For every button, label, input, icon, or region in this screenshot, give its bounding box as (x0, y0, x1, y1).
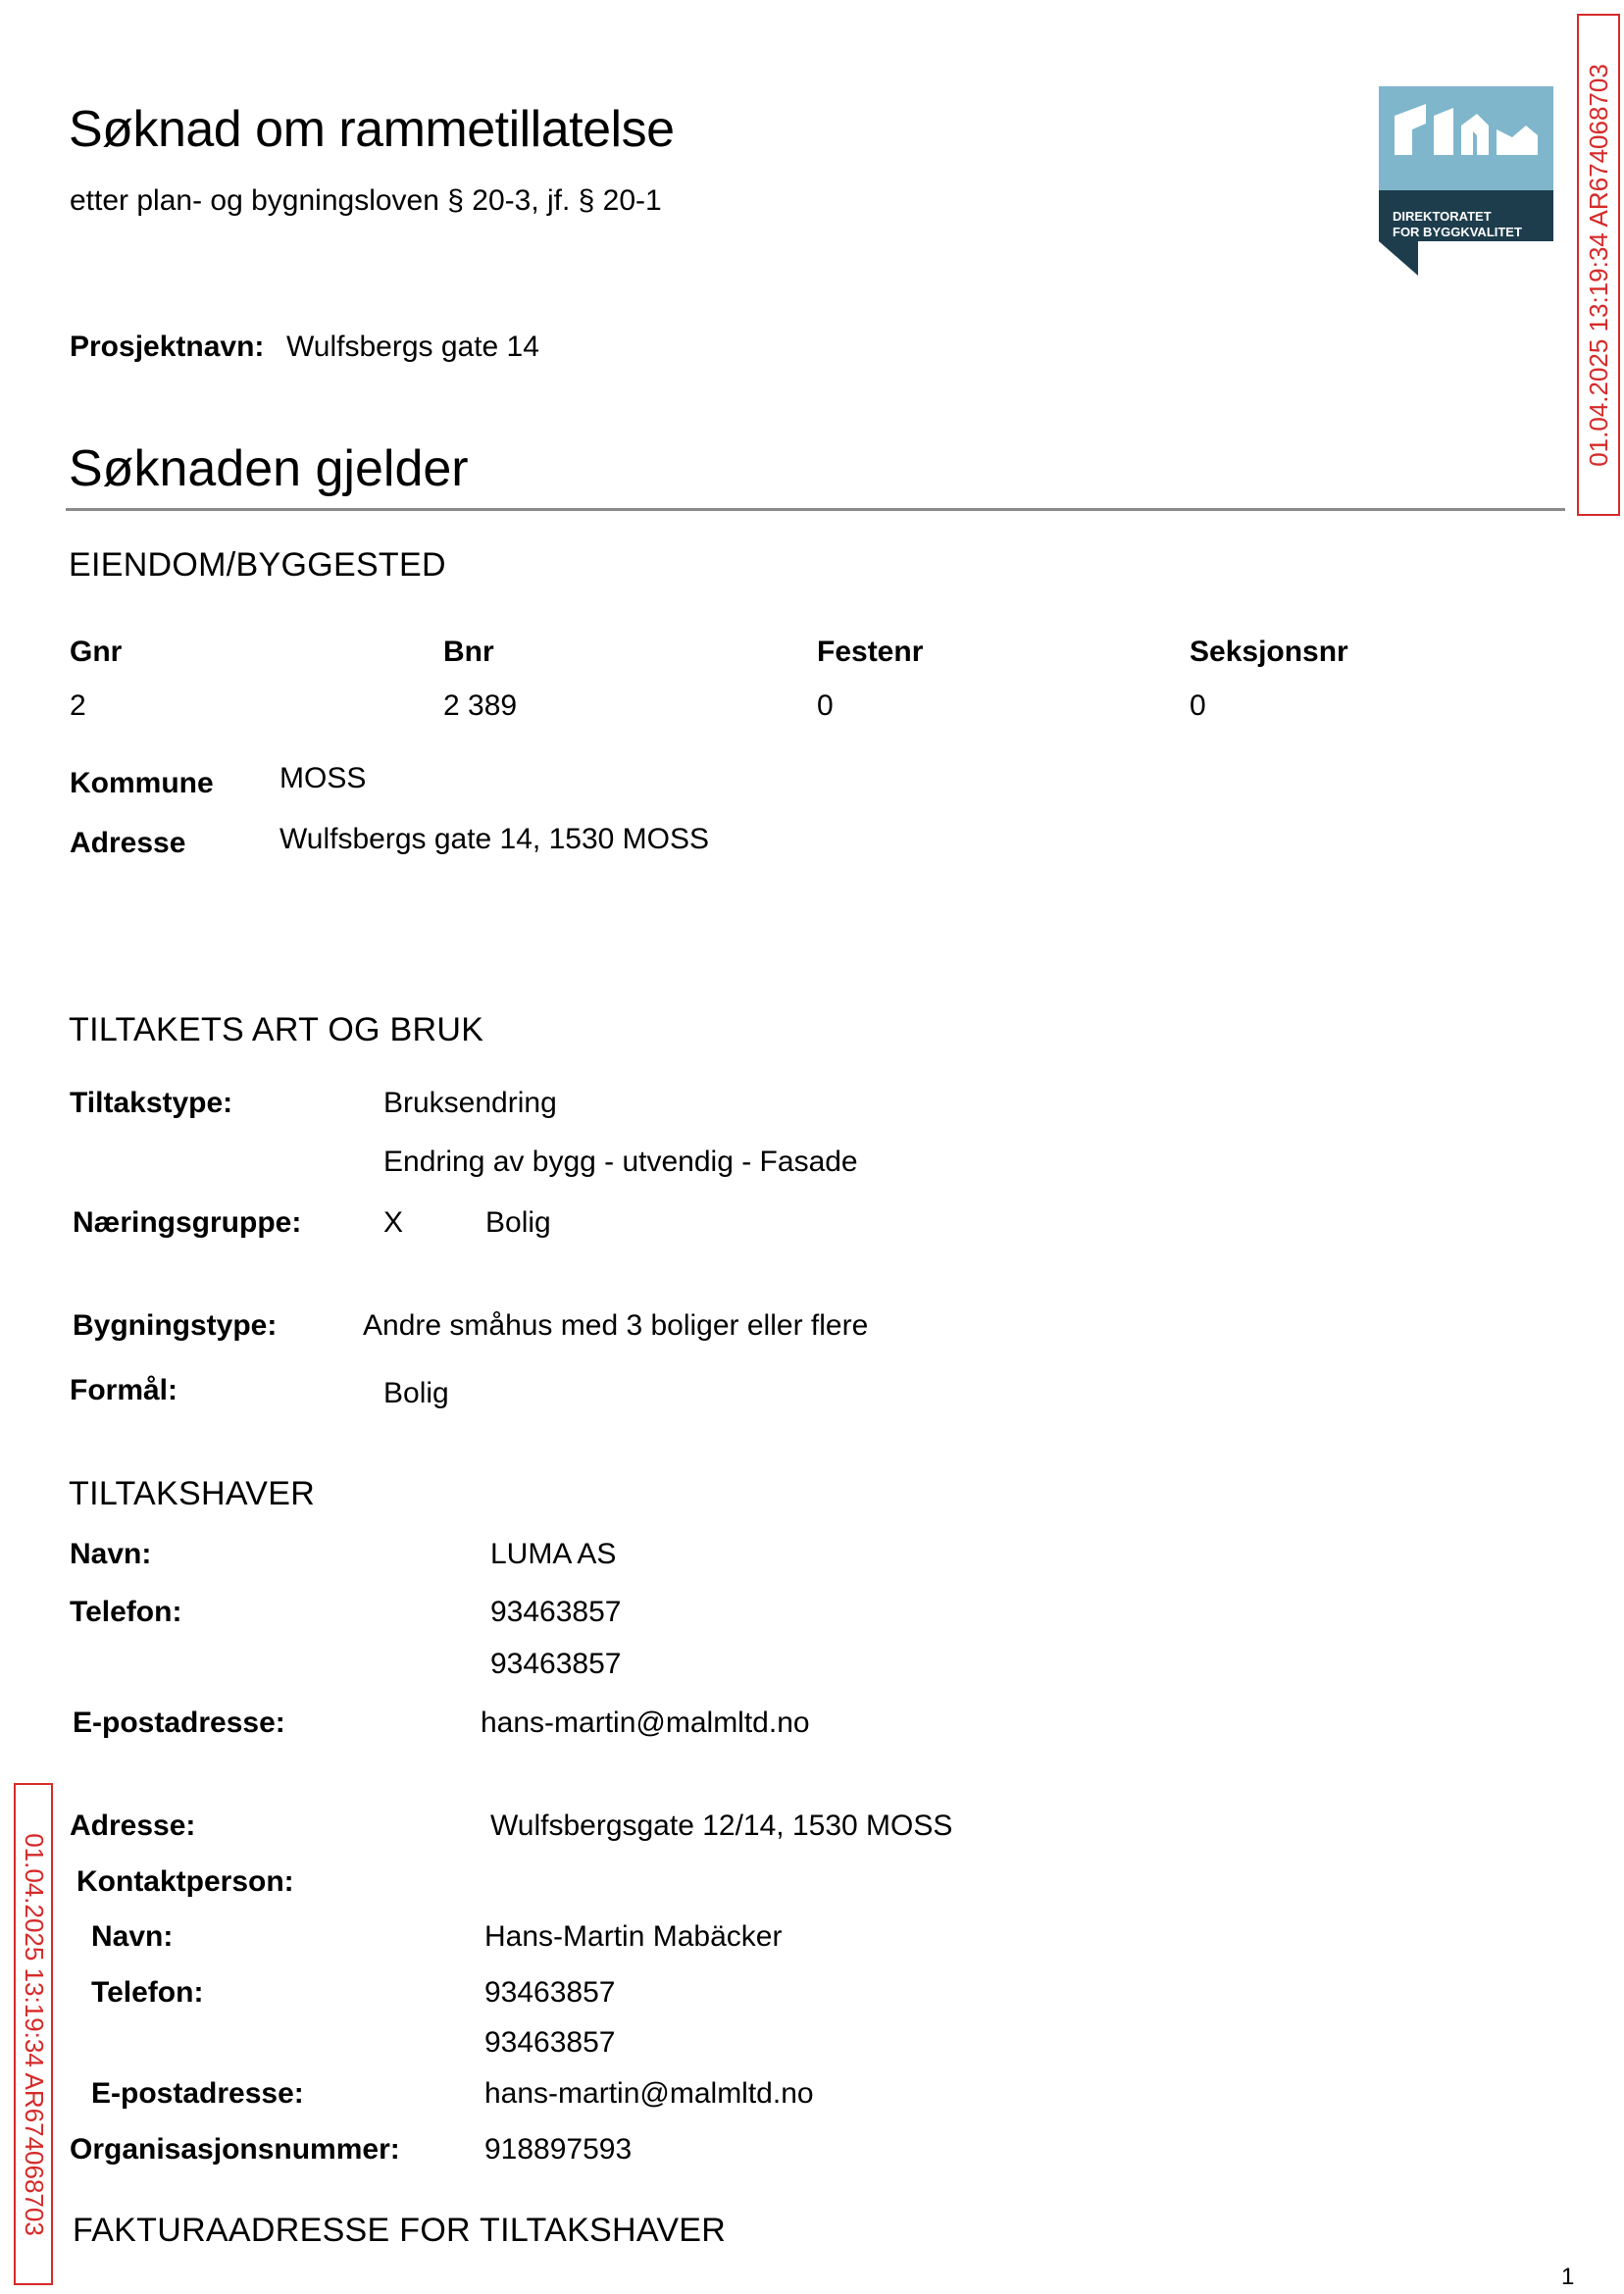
orgnr-value: 918897593 (484, 2133, 633, 2166)
stamp-text: 01.04.2025 13:19:34 AR674068703 (1583, 63, 1613, 467)
document-subtitle: etter plan- og bygningsloven § 20-3, jf. § 20-1 (70, 184, 662, 217)
kontaktperson-label: Kontaktperson: (76, 1865, 294, 1898)
festenr-value: 0 (817, 689, 834, 722)
tiltakshaver-heading: TILTAKSHAVER (69, 1475, 316, 1512)
adresse-label: Adresse (70, 827, 186, 859)
orgnr-label: Organisasjonsnummer: (70, 2133, 400, 2166)
kommune-value: MOSS (279, 762, 367, 794)
kommune-label: Kommune (70, 767, 214, 799)
document-title: Søknad om rammetillatelse (69, 101, 675, 158)
tiltakshaver-telefon-value-2: 93463857 (490, 1648, 622, 1680)
logo-text-line2: FOR BYGGKVALITET (1393, 225, 1522, 239)
faktura-heading: FAKTURAADRESSE FOR TILTAKSHAVER (73, 2212, 727, 2249)
kontakt-telefon-value-2: 93463857 (484, 2026, 616, 2059)
dibk-logo (1379, 86, 1553, 276)
section-title: Søknaden gjelder (69, 440, 469, 497)
bygningstype-label: Bygningstype: (73, 1309, 278, 1342)
seksjonsnr-label: Seksjonsnr (1190, 636, 1348, 668)
tiltakshaver-adresse-label: Adresse: (70, 1810, 196, 1842)
tiltakshaver-navn-label: Navn: (70, 1538, 152, 1570)
naeringsgruppe-value: Bolig (485, 1206, 551, 1239)
tiltakshaver-epost-label: E-postadresse: (73, 1707, 285, 1739)
tiltakshaver-telefon-value-1: 93463857 (490, 1596, 622, 1628)
naeringsgruppe-code: X (383, 1206, 404, 1239)
formaal-value: Bolig (383, 1377, 449, 1409)
tiltakshaver-adresse-value: Wulfsbergsgate 12/14, 1530 MOSS (490, 1810, 953, 1842)
seksjonsnr-value: 0 (1190, 689, 1206, 722)
stamp-text-left: 01.04.2025 13:19:34 AR674068703 (19, 1832, 49, 2236)
kontakt-epost-value: hans-martin@malmltd.no (484, 2077, 814, 2110)
kontakt-telefon-value-1: 93463857 (484, 1976, 616, 2009)
tiltakshaver-navn-value: LUMA AS (490, 1538, 617, 1570)
tiltakstype-label: Tiltakstype: (70, 1087, 233, 1119)
page-number: 1 (1561, 2264, 1575, 2290)
kontakt-epost-label: E-postadresse: (91, 2077, 304, 2110)
eiendom-heading: EIENDOM/BYGGESTED (69, 546, 446, 584)
formaal-label: Formål: (70, 1374, 178, 1406)
tiltakshaver-epost-value: hans-martin@malmltd.no (481, 1707, 810, 1739)
gnr-label: Gnr (70, 636, 123, 668)
tiltak-heading: TILTAKETS ART OG BRUK (69, 1011, 484, 1048)
naeringsgruppe-label: Næringsgruppe: (73, 1206, 302, 1239)
kontakt-telefon-label: Telefon: (91, 1976, 204, 2009)
kontakt-navn-value: Hans-Martin Mabäcker (484, 1920, 783, 1953)
adresse-value: Wulfsbergs gate 14, 1530 MOSS (279, 823, 710, 855)
tiltakshaver-telefon-label: Telefon: (70, 1596, 182, 1628)
timestamp-stamp-bottom-left (14, 1783, 53, 2285)
bnr-label: Bnr (443, 636, 494, 668)
bygningstype-value: Andre småhus med 3 boliger eller flere (363, 1309, 869, 1342)
project-name-value: Wulfsbergs gate 14 (286, 331, 539, 363)
project-name-label: Prosjektnavn: (70, 331, 265, 363)
section-divider (66, 508, 1565, 511)
dibk-logo-icon (1379, 86, 1553, 276)
festenr-label: Festenr (817, 636, 924, 668)
kontakt-navn-label: Navn: (91, 1920, 174, 1953)
timestamp-stamp-top-right (1577, 14, 1620, 516)
tiltakstype-value-1: Bruksendring (383, 1087, 557, 1119)
gnr-value: 2 (70, 689, 86, 722)
logo-text-line1: DIREKTORATET (1393, 209, 1492, 224)
bnr-value: 2 389 (443, 689, 518, 722)
tiltakstype-value-2: Endring av bygg - utvendig - Fasade (383, 1146, 858, 1178)
